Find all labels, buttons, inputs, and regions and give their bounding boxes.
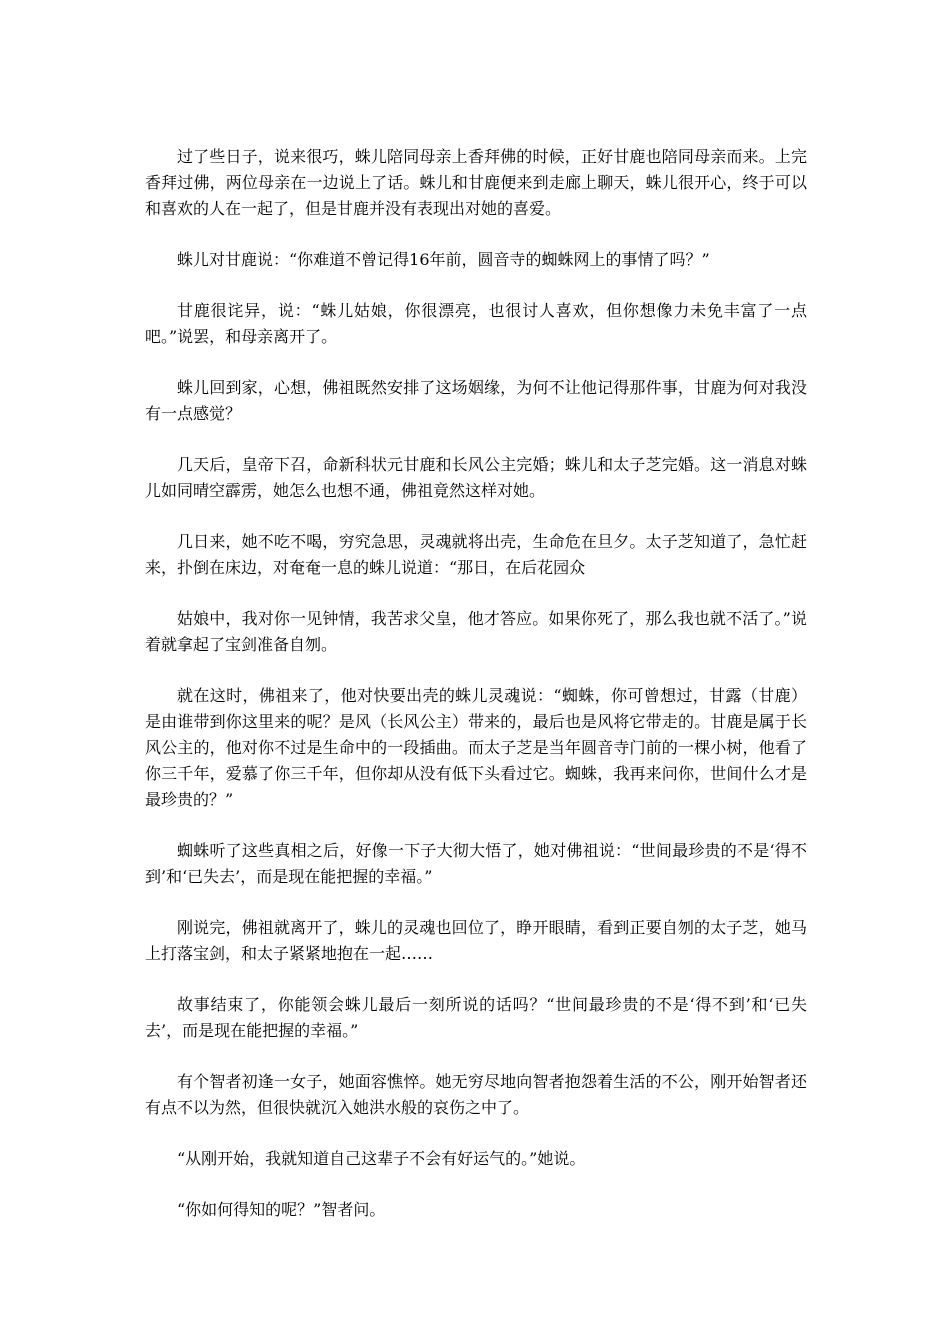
- paragraph: 有个智者初逢一女子，她面容憔悴。她无穷尽地向智者抱怨着生活的不公，刚开始智者还有点不以为然，但很快就沉入她洪水般的哀伤之中了。: [145, 1072, 807, 1117]
- paragraph: 刚说完，佛祖就离开了，蛛儿的灵魂也回位了，睁开眼睛，看到正要自刎的太子芝，她马上打落宝剑，和太子紧紧地抱在一起……: [145, 918, 807, 963]
- paragraph: 故事结束了，你能领会蛛儿最后一刻所说的话吗？“世间最珍贵的不是‘得不到’和‘已失去’，而是现在能把握的幸福。”: [145, 995, 807, 1040]
- paragraph: “从刚开始，我就知道自己这辈子不会有好运气的。”她说。: [177, 1149, 586, 1168]
- paragraph: 过了些日子，说来很巧，蛛儿陪同母亲上香拜佛的时候，正好甘鹿也陪同母亲而来。上完香拜过佛，两位母亲在一边说上了话。蛛儿和甘鹿便来到走廊上聊天，蛛儿很开心，终于可以和喜欢的人在一起了，但是甘鹿并没有表现出对她的喜爱。: [145, 147, 807, 218]
- paragraph: 就在这时，佛祖来了，他对快要出壳的蛛儿灵魂说：“蜘蛛，你可曾想过，甘露（甘鹿）是由谁带到你这里来的呢？是风（长风公主）带来的，最后也是风将它带走的。甘鹿是属于长风公主的，他对你不过是生命中的一段插曲。而太子芝是当年圆音寺门前的一棵小树，他看了你三千年，爱慕了你三千年，但你却从没有低下头看过它。蜘蛛，我再来问你，世间什么才是最珍贵的？”: [145, 686, 807, 809]
- document-body: [145, 144, 807, 1248]
- paragraph: 几天后，皇帝下召，命新科状元甘鹿和长风公主完婚；蛛儿和太子芝完婚。这一消息对蛛儿如同晴空霹雳，她怎么也想不通，佛祖竟然这样对她。: [145, 455, 807, 500]
- paragraph: 蛛儿回到家，心想，佛祖既然安排了这场姻缘，为何不让他记得那件事，甘鹿为何对我没有一点感觉？: [145, 378, 807, 423]
- paragraph: 甘鹿很诧异，说：“蛛儿姑娘，你很漂亮，也很讨人喜欢，但你想像力未免丰富了一点吧。”说罢，和母亲离开了。: [145, 301, 807, 346]
- paragraph: 蛛儿对甘鹿说：“你难道不曾记得16年前，圆音寺的蜘蛛网上的事情了吗？”: [177, 250, 710, 269]
- paragraph: 蜘蛛听了这些真相之后，好像一下子大彻大悟了，她对佛祖说：“世间最珍贵的不是‘得不到’和‘已失去’，而是现在能把握的幸福。”: [145, 841, 807, 886]
- paragraph: 姑娘中，我对你一见钟情，我苦求父皇，他才答应。如果你死了，那么我也就不活了。”说着就拿起了宝剑准备自刎。: [145, 609, 807, 654]
- paragraph: 几日来，她不吃不喝，穷究急思，灵魂就将出壳，生命危在旦夕。太子芝知道了，急忙赶来，扑倒在床边，对奄奄一息的蛛儿说道：“那日，在后花园众: [145, 532, 807, 577]
- paragraph: “你如何得知的呢？”智者问。: [177, 1200, 386, 1219]
